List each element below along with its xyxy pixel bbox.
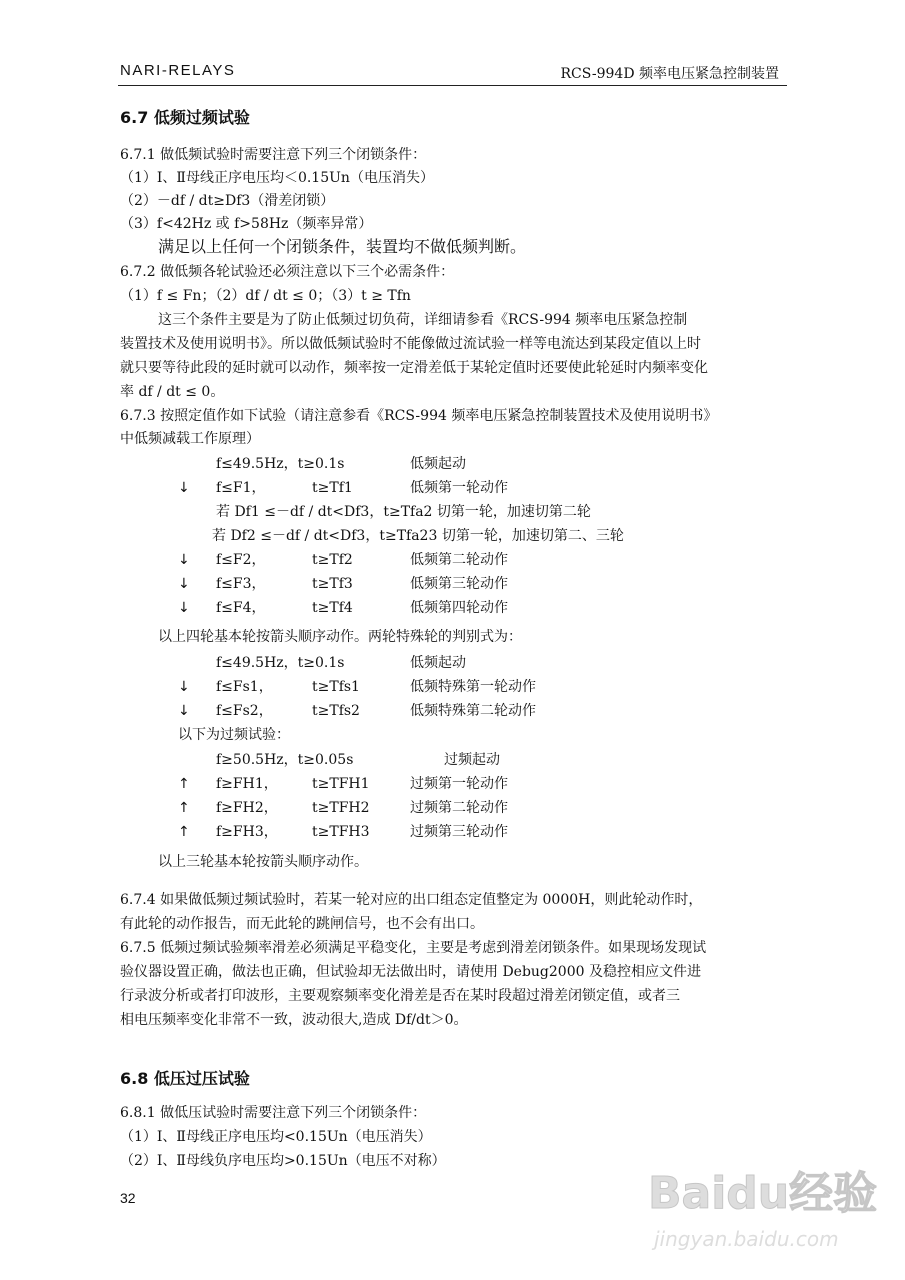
down-arrow-icon: ↓ <box>178 600 190 616</box>
lock-cond-2: （2）－df / dt≥Df3（滑差闭锁） <box>120 193 335 209</box>
baidu-watermark <box>640 1146 880 1256</box>
special-r2-t: t≥Tfs2 <box>312 703 360 719</box>
over-note: 以上三轮基本轮按箭头顺序动作。 <box>158 854 368 870</box>
over-intro: 以下为过频试验： <box>178 727 290 743</box>
section-6-7-title: 6.7 低频过频试验 <box>120 108 250 127</box>
over-r2-f: f≥FH2， <box>216 800 278 816</box>
low-r2-t: t≥Tf2 <box>312 552 353 568</box>
low-r4-t: t≥Tf4 <box>312 600 353 616</box>
p-6-7-2-body-4: 率 df / dt ≤ 0。 <box>120 384 225 400</box>
over-start-action: 过频起动 <box>444 752 500 768</box>
p-6-7-2-body-2: 装置技术及使用说明书》。所以做低频试验时不能像做过流试验一样等电流达到某段定值以上时 <box>120 336 701 352</box>
p-6-7-5-2: 验仪器设置正确，做法也正确，但试验却无法做出时，请使用 Debug2000 及稳控相应文件进 <box>120 964 701 980</box>
down-arrow-icon: ↓ <box>178 480 190 496</box>
special-r1-t: t≥Tfs1 <box>312 679 360 695</box>
over-start-cond: f≥50.5Hz，t≥0.05s <box>216 752 354 768</box>
special-r2-a: 低频特殊第二轮动作 <box>410 703 536 719</box>
down-arrow-icon: ↓ <box>178 552 190 568</box>
lock68-cond-2: （2）Ⅰ、Ⅱ母线负序电压均>0.15Un（电压不对称） <box>120 1153 446 1169</box>
up-arrow-icon: ↑ <box>178 824 190 840</box>
section-6-8-title: 6.8 低压过压试验 <box>120 1069 250 1088</box>
low-r3-t: t≥Tf3 <box>312 576 353 592</box>
watermark-brand: Baidu经验 <box>648 1168 878 1219</box>
lock-cond-1: （1）Ⅰ、Ⅱ母线正序电压均＜0.15Un（电压消失） <box>120 170 434 186</box>
low-start-cond: f≤49.5Hz，t≥0.1s <box>216 456 345 472</box>
down-arrow-icon: ↓ <box>178 679 190 695</box>
accel-cond-1: 若 Df1 ≤－df / dt<Df3，t≥Tfa2 切第一轮，加速切第二轮 <box>216 504 591 520</box>
p-6-7-4-2: 有此轮的动作报告，而无此轮的跳闸信号，也不会有出口。 <box>120 916 484 932</box>
special-start-action: 低频起动 <box>410 655 466 671</box>
low-start-action: 低频起动 <box>410 456 466 472</box>
low-r2-a: 低频第二轮动作 <box>410 552 508 568</box>
p-6-7-3-1: 6.7.3 按照定值作如下试验（请注意参看《RCS-994 频率电压紧急控制装置技术及使用说明书》 <box>120 408 718 424</box>
special-r2-f: f≤Fs2， <box>216 703 273 719</box>
over-r3-a: 过频第三轮动作 <box>410 824 508 840</box>
p-6-7-3-2: 中低频减载工作原理） <box>120 431 260 447</box>
p-6-7-4-1: 6.7.4 如果做低频过频试验时，若某一轮对应的出口组态定值整定为 0000H，则此轮动作时， <box>120 892 703 908</box>
p-6-7-5-4: 相电压频率变化非常不一致，波动很大,造成 Df/dt＞0。 <box>120 1012 468 1028</box>
p-6-7-5-3: 行录波分析或者打印波形，主要观察频率变化滑差是否在某时段超过滑差闭锁定值，或者三 <box>120 988 680 1004</box>
low-r1-f: f≤F1， <box>216 480 266 496</box>
over-r2-t: t≥TFH2 <box>312 800 370 816</box>
special-start-cond: f≤49.5Hz，t≥0.1s <box>216 655 345 671</box>
lock68-cond-1: （1）Ⅰ、Ⅱ母线正序电压均<0.15Un（电压消失） <box>120 1129 432 1145</box>
low-r3-f: f≤F3， <box>216 576 266 592</box>
over-r1-t: t≥TFH1 <box>312 776 370 792</box>
page-number: 32 <box>120 1190 136 1206</box>
low-r1-a: 低频第一轮动作 <box>410 480 508 496</box>
p-6-7-2: 6.7.2 做低频各轮试验还必须注意以下三个必需条件： <box>120 264 455 280</box>
p-6-7-2-body-3: 就只要等待此段的延时就可以动作，频率按一定滑差低于某轮定值时还要使此轮延时内频率变化 <box>120 360 708 376</box>
special-r1-a: 低频特殊第一轮动作 <box>410 679 536 695</box>
accel-cond-2: 若 Df2 ≤－df / dt<Df3，t≥Tfa23 切第一轮，加速切第二、三轮 <box>212 528 624 544</box>
up-arrow-icon: ↑ <box>178 776 190 792</box>
over-r3-f: f≥FH3， <box>216 824 278 840</box>
p-6-7-2-conditions: （1）f ≤ Fn；（2）df / dt ≤ 0；（3）t ≥ Tfn <box>120 288 411 304</box>
down-arrow-icon: ↓ <box>178 703 190 719</box>
header-rule <box>118 85 787 86</box>
low-r1-t: t≥Tf1 <box>312 480 353 496</box>
special-intro: 以上四轮基本轮按箭头顺序动作。两轮特殊轮的判别式为： <box>158 629 522 645</box>
down-arrow-icon: ↓ <box>178 576 190 592</box>
header-right: RCS-994D 频率电压紧急控制装置 <box>560 66 779 82</box>
lock-cond-3: （3）f<42Hz 或 f>58Hz（频率异常） <box>120 216 373 232</box>
over-r1-a: 过频第一轮动作 <box>410 776 508 792</box>
watermark-url: jingyan.baidu.com <box>654 1227 839 1251</box>
over-r2-a: 过频第二轮动作 <box>410 800 508 816</box>
low-r4-f: f≤F4， <box>216 600 266 616</box>
over-r3-t: t≥TFH3 <box>312 824 370 840</box>
p-6-7-5-1: 6.7.5 低频过频试验频率滑差必须满足平稳变化，主要是考虑到滑差闭锁条件。如果现场发现试 <box>120 940 707 956</box>
header-left: NARI-RELAYS <box>120 62 236 79</box>
p-6-8-1: 6.8.1 做低压试验时需要注意下列三个闭锁条件： <box>120 1105 427 1121</box>
low-r3-a: 低频第三轮动作 <box>410 576 508 592</box>
up-arrow-icon: ↑ <box>178 800 190 816</box>
p-6-7-1: 6.7.1 做低频试验时需要注意下列三个闭锁条件： <box>120 147 427 163</box>
lock-note: 满足以上任何一个闭锁条件，装置均不做低频判断。 <box>158 237 527 256</box>
p-6-7-2-body-1: 这三个条件主要是为了防止低频过切负荷，详细请参看《RCS-994 频率电压紧急控制 <box>158 312 688 328</box>
special-r1-f: f≤Fs1， <box>216 679 273 695</box>
low-r2-f: f≤F2， <box>216 552 266 568</box>
over-r1-f: f≥FH1， <box>216 776 278 792</box>
low-r4-a: 低频第四轮动作 <box>410 600 508 616</box>
